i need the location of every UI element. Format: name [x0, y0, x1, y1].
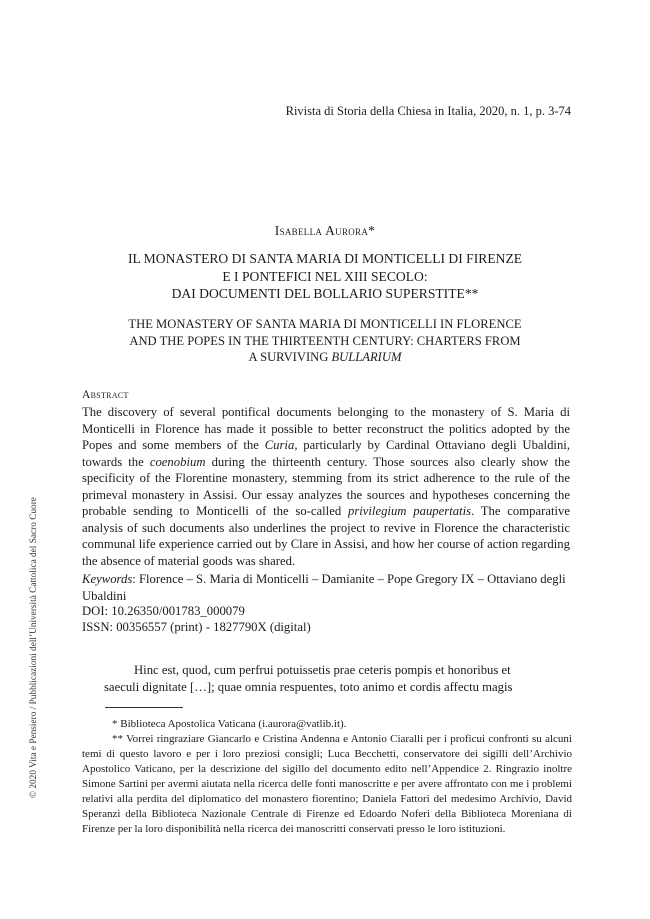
- footnotes: [82, 717, 572, 837]
- author-name-text: Isabella Aurora*: [274, 223, 376, 238]
- keywords-label: Keywords: [82, 572, 133, 586]
- abstract-body: [82, 404, 570, 569]
- issn: ISSN: 00356557 (print) - 1827790X (digital): [82, 620, 311, 634]
- footnote-divider: [105, 707, 183, 708]
- abstract-text: . The comparative analysis of such documents also underlines the project to revive in Florence the characteristic communal life experience carried out by Clare in Assisi, and how her course of action regarding the absence of material goods was shared.: [82, 504, 571, 568]
- copyright-side-text: © 2020 Vita e Pensiero / Pubblicazioni dell’Università Cattolica del Sacro Cuore: [29, 497, 39, 798]
- abstract-coenobium: coenobium: [149, 454, 206, 469]
- italian-title-line: E I PONTEFICI NEL XIII SECOLO:: [222, 268, 428, 284]
- english-title-line: THE MONASTERY OF SANTA MARIA DI MONTICELLI IN FLORENCE: [128, 317, 522, 331]
- italian-title: [82, 250, 568, 303]
- english-title-line: AND THE POPES IN THE THIRTEENTH CENTURY: CHARTERS FROM: [129, 333, 521, 348]
- italian-title-line: IL MONASTERO DI SANTA MARIA DI MONTICELLI DI FIRENZE: [127, 251, 523, 266]
- keywords-text: : Florence – S. Maria di Monticelli – Damianite – Pope Gregory IX – Ottaviano degli Ubaldini: [82, 572, 566, 603]
- english-title-line: [82, 349, 568, 366]
- journal-reference: Rivista di Storia della Chiesa in Italia, 2020, n. 1, p. 3-74: [285, 104, 571, 118]
- italian-title-line: DAI DOCUMENTI DEL BOLLARIO SUPERSTITE**: [171, 286, 479, 301]
- abstract-text: The discovery of several pontifical documents belonging to the monastery of S. Maria di Monticelli in Florence has made it possible to better reconstruct the politics adopted by the Popes and some members of the: [82, 405, 570, 452]
- abstract-text: during the thirteenth century. Those sources also clearly show the specificity of the Florentine monastery, stemming from its strict adherence to the rule of the primeval monastery in Assisi. Our essay analyzes the sources and hypotheses concerning the probable sending to Monticelli of the so-called: [82, 454, 570, 518]
- english-title-line3-prefix: A SURVIVING: [248, 350, 332, 364]
- epigraph-quote: [104, 662, 546, 696]
- quote-line: saeculi dignitate […]; quae omnia respuentes, toto animo et cordis affectu magis: [104, 680, 513, 694]
- english-title: [82, 316, 568, 366]
- footnote-2: ** Vorrei ringraziare Giancarlo e Cristina Andenna e Antonio Ciaralli per i proficui confronti su alcuni temi di questo lavoro e per i loro preziosi consigli; Luca Becchetti, conservatore dei sigilli dell’Archivio Apostolico Vaticano, per la descrizione del sigillo del documento edito nell’Appendice 2. Ringrazio inoltre Simone Sartini per avermi aiutata nella ricerca delle fonti manoscritte e per avere affrontato con me i problemi relativi alla perdita del diplomatico del monastero fiorentino; Daniela Fattori del medesimo Archivio, David Speranzi della Biblioteca Nazionale Centrale di Firenze ed Edoardo Noferi della Biblioteca Moreniana di Firenze per la loro disponibilità nella ricerca dei manoscritti conservati presso le loro istituzioni.: [82, 733, 572, 835]
- author-name: [0, 223, 650, 239]
- english-title-line3-italic: BULLARIUM: [331, 350, 402, 364]
- abstract-heading: Abstract: [82, 389, 129, 401]
- footnote-1: * Biblioteca Apostolica Vaticana (i.aurora@vatlib.it).: [112, 718, 347, 730]
- doi: DOI: 10.26350/001783_000079: [82, 604, 245, 618]
- keywords: [82, 571, 570, 604]
- abstract-text: , particularly by Cardinal Ottaviano degli Ubaldini, towards the: [82, 438, 570, 469]
- abstract-curia: Curia: [264, 438, 295, 452]
- quote-line: Hinc est, quod, cum perfrui potuissetis prae ceteris pompis et honoribus et: [134, 663, 511, 677]
- abstract-privilegium: privilegium paupertatis: [347, 504, 472, 518]
